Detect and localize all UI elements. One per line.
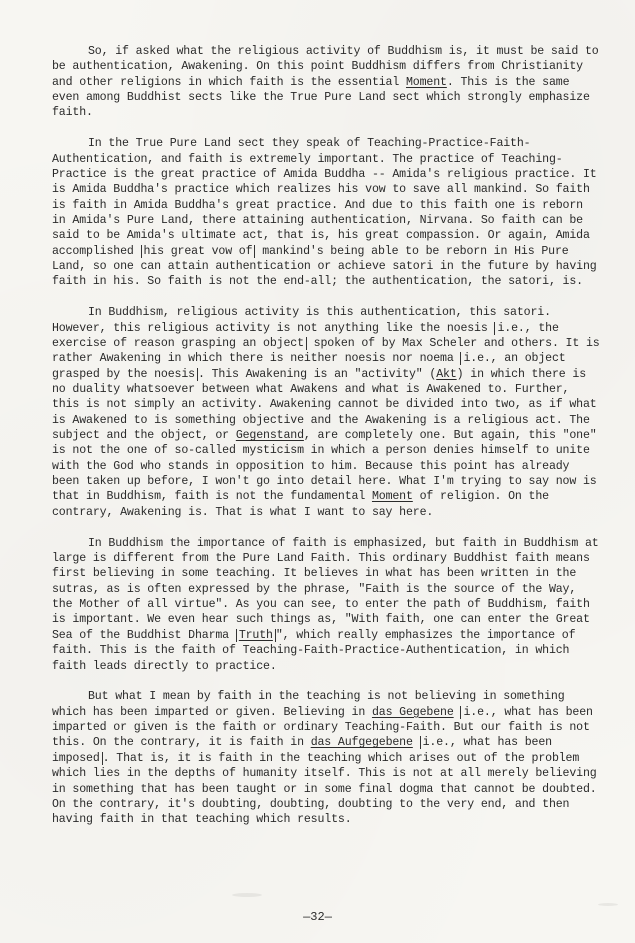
text-run: spoken of by Max Scheler and others. It is rather Awakening in which there is neither noesis nor noema: [52, 337, 600, 366]
text-run: . That is, it is faith in the teaching which arises out of the problem which lies in the depths of humanity itself. This is not at all merely believing in something that has been taught or in some final dogma that cannot be doubted. On the contrary, it's doubting, doubting, doubting to the very end, and then having faith in that teaching which results.: [52, 751, 597, 827]
bracketed-note: his great vow of: [141, 245, 256, 258]
text-run: of religion. On the contrary, Awakening is. That is what I want to say here.: [52, 490, 549, 519]
bracketed-note: i.e., what has been imparted or given: [52, 705, 593, 735]
underlined-term: Truth: [236, 629, 276, 642]
paragraph: [52, 305, 600, 520]
bracketed-note: i.e., what has been imposed: [52, 736, 552, 765]
text-run: So, if asked what the religious activity of Buddhism is, it must be said to be authentication, Awakening. On this point Buddhism differs from Christianity and other religions in which faith is the essential: [52, 45, 599, 89]
text-run: [413, 736, 420, 749]
text-run: mankind's being able to be reborn in His Pure Land, so one can attain authentication or achieve satori in the future by having faith in his. So faith is not the end-all; the authentication, the satori, is.: [52, 244, 597, 289]
text-run: , are completely one. But again, this "one" is not the one of so-called mysticism in which a person denies himself to unite with the God who stands in opposition to him. Because this point has already been taken up before, I won't go into detail here. What I'm trying to say now is that in Buddhism, faith is not the fundamental: [52, 429, 597, 504]
underlined-term: Gegenstand: [235, 429, 304, 443]
paragraph: [52, 136, 600, 289]
text-run: . This is the same even among Buddhist sects like the True Pure Land sect which strongly emphasize faith.: [52, 75, 590, 120]
text-run: ) in which there is no duality whatsoever between what Awakens and what is Awakened to. Further, this is not simply an activity. Awakening cannot be divided into two, as if what is Awakened to is something objective and the Awakening is a religious act. The subject and the object, or: [52, 367, 597, 443]
text-run: In Buddhism, religious activity is this authentication, this satori. However, this religious activity is not anything like the noesis: [52, 306, 551, 335]
scan-smudge: [598, 903, 618, 906]
underlined-term: das Gegebene: [371, 705, 454, 719]
text-run: In the True Pure Land sect they speak of Teaching-Practice-Faith-Authentication, and faith is extremely important. The practice of Teaching-Practice is the great practice of Amida Buddha -- Amida's religious practice. It is Amida Buddha's practice which realizes his vow to save all mankind. So faith is faith in Amida Buddha's great practice. And due to this faith one is reborn in Amida's Pure Land, there attaining authentication, Nirvana. So faith can be said to be Amida's ultimate act, that is, his great compassion. Or again, Amida accomplished: [52, 137, 597, 258]
underlined-term: das Aufgegebene: [310, 736, 413, 750]
text-run: . This Awakening is an "activity" (: [197, 367, 437, 381]
underlined-term: Moment: [371, 490, 413, 504]
scan-smudge: [232, 893, 262, 897]
page-number: —32—: [303, 910, 332, 924]
text-run: But what I mean by faith in the teaching is not believing in something which has been imparted or given. Believing in: [52, 690, 565, 719]
underlined-term: Moment: [405, 75, 447, 89]
text-run: is the faith or ordinary Teaching-Faith. But our faith is not this. On the contrary, it is faith in: [52, 721, 590, 750]
paragraph: [52, 536, 600, 674]
body-text: [52, 44, 600, 843]
bracketed-note: i.e., an object grasped by the noesis: [52, 352, 566, 381]
paragraph: [52, 44, 600, 121]
bracketed-note: i.e., the exercise of reason grasping an object: [52, 321, 559, 351]
text-run: In Buddhism the importance of faith is emphasized, but faith in Buddhism at large is different from the Pure Land Faith. This ordinary Buddhist faith means first believing in some teaching. It believes in what has been written in the sutras, as is often expressed by the phrase, "Faith is the source of the Way, the Mother of all virtue". As you can see, to enter the path of Buddhism, faith is important. We even hear such things as, "With faith, one can enter the Great Sea of the Buddhist Dharma: [52, 536, 599, 642]
paragraph: [52, 689, 600, 827]
underlined-term: Akt: [436, 367, 457, 381]
text-run: ", which really emphasizes the importance of faith. This is the faith of Teaching-Faith-Practice-Authentication, in which faith leads directly to practice.: [52, 628, 576, 673]
